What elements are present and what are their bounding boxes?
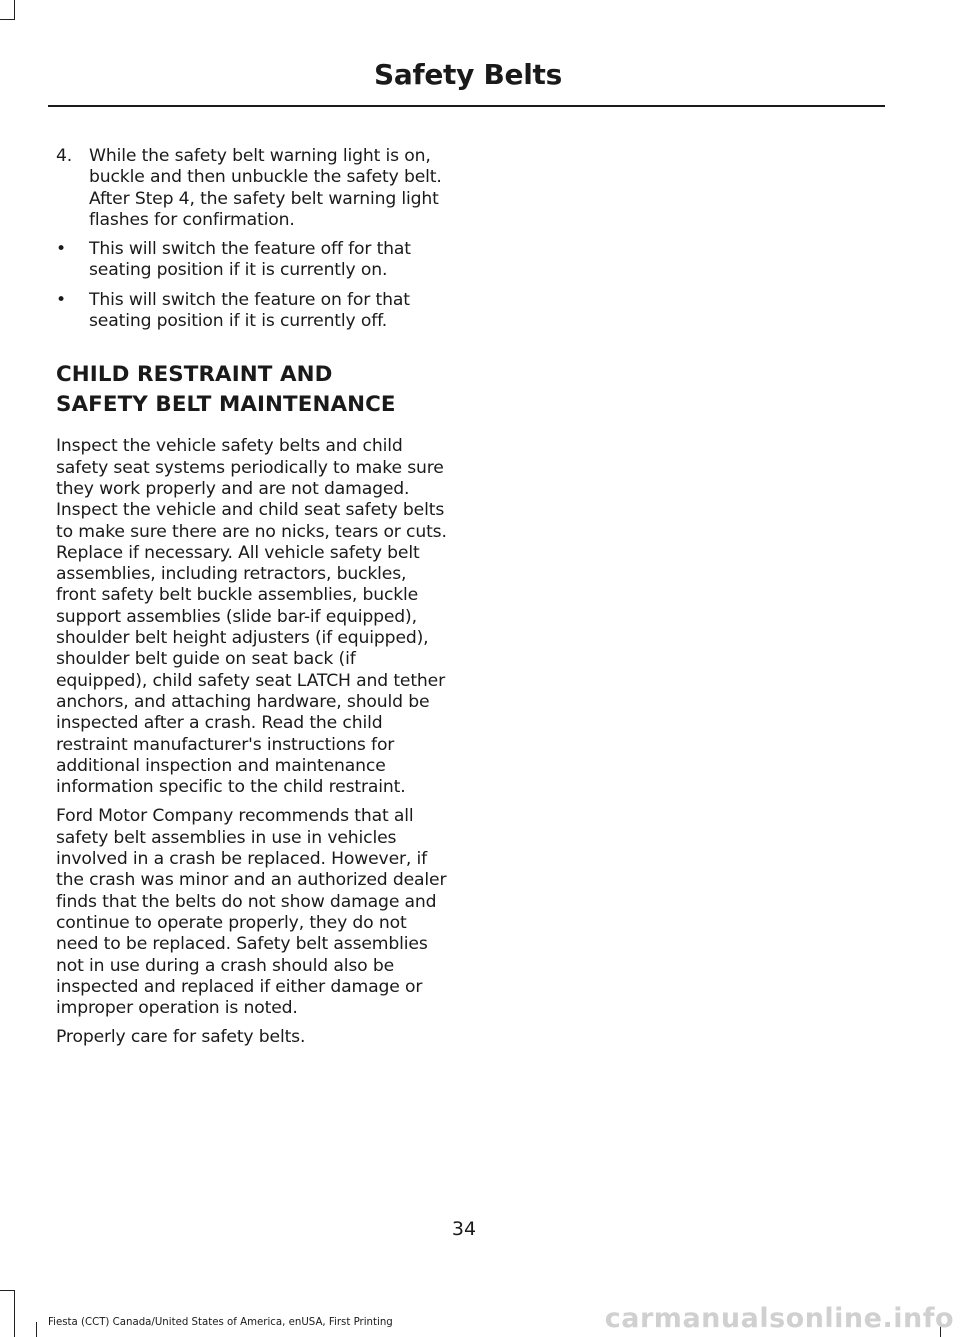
bullet-text: This will switch the feature on for that seating position if it is currently off. — [89, 289, 410, 332]
bullet-item — [56, 290, 448, 333]
crop-mark-bottom-left — [36, 1322, 37, 1337]
bullet-text: This will switch the feature off for that seating position if it is currently on. — [89, 239, 411, 281]
header-divider — [48, 105, 885, 107]
bullet-marker: • — [56, 289, 66, 310]
body-paragraph: Inspect the vehicle safety belts and child safety seat systems periodically to make sure they work properly and are not damaged. Inspect the vehicle and child seat safety belts to make sure there are no nicks, tears or cuts. Replace if necessary. All vehicle safety belt assemblies, including retractors, buckles, front safety belt buckle assemblies, buckle support assemblies (slide bar-if equipped), shoulder belt height adjusters (if equipped), shoulder belt guide on seat back (if equipped), child safety seat LATCH and tether anchors, and attaching hardware, should be inspected after a crash. Read the child restraint manufacturer's instructions for additional inspection and maintenance information specific to the child restraint. — [56, 436, 447, 798]
step-number: 4. — [56, 146, 73, 166]
bullet-marker: • — [56, 239, 66, 260]
main-column — [56, 146, 448, 1057]
section-heading-line: SAFETY BELT MAINTENANCE — [56, 392, 396, 418]
page-number: 34 — [451, 1218, 477, 1240]
step-text: While the safety belt warning light is on, buckle and then unbuckle the safety belt. After Step 4, the safety belt warning light flashes for confirmation. — [89, 146, 442, 230]
body-paragraph: Ford Motor Company recommends that all safety belt assemblies in use in vehicles involved in a crash be replaced. However, if the crash was minor and an authorized dealer finds that the belts do not show damage and continue to operate properly, they do not need to be replaced. Safety belt assemblies not in use during a crash should also be inspected and replaced if either damage or improper operation is noted. — [56, 806, 447, 1019]
page-header-title: Safety Belts — [374, 58, 562, 91]
body-paragraph: Properly care for safety belts. — [56, 1027, 306, 1048]
section-heading-line: CHILD RESTRAINT AND — [56, 362, 333, 388]
section-heading — [56, 360, 448, 420]
crop-mark-top-left — [0, 19, 15, 20]
watermark-text: carmanualsonline.info — [604, 1303, 954, 1334]
crop-mark-bottom-left — [14, 1290, 15, 1337]
crop-mark-top-left — [14, 0, 15, 20]
crop-mark-bottom-left — [0, 1290, 15, 1291]
bullet-item — [56, 239, 448, 282]
edition-footer: Fiesta (CCT) Canada/United States of America, enUSA, First Printing — [48, 1317, 393, 1328]
numbered-step — [56, 146, 448, 231]
